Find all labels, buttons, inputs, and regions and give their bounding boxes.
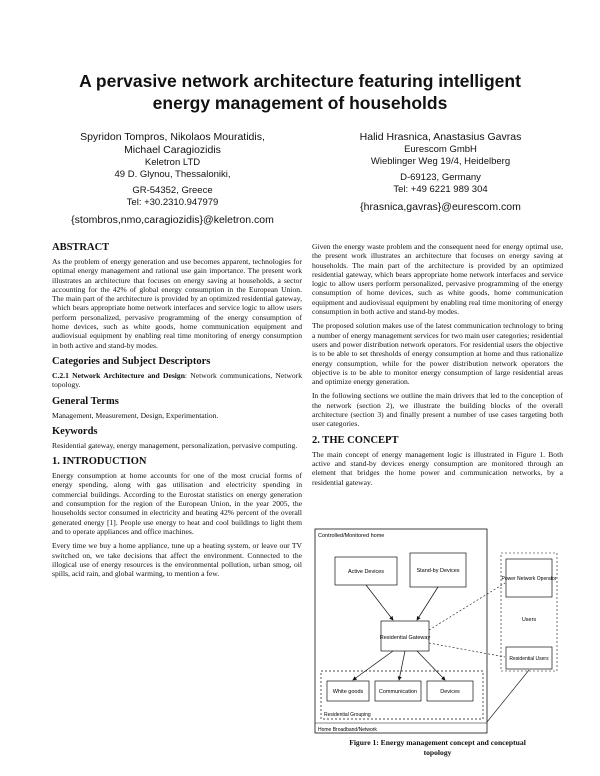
abstract-heading: ABSTRACT: [52, 242, 110, 253]
author-organization: Eurescom GmbH: [404, 144, 477, 155]
concept-heading: 2. THE CONCEPT: [312, 434, 399, 446]
title-line-1: A pervasive network architecture featuring intelligent: [79, 71, 521, 91]
abstract-text: As the problem of energy generation and use becomes apparent, technologies for optimal energy management and rational use gain importance. The present work illustrates an architecture that focuses on energy saving at households, a sector accounting for the 42% of global energy consumption in the European Union. The main part of the architecture is provided by an optimized residential gateway, which bears appropriate home network interfaces and service logic to allow users perform personalized, pervasive programming of the energy consumption of home devices, such as white goods, home communication equipment and audiovisual equipment by enabling real time monitoring of energy consumption in both active and stand-by modes.: [52, 257, 302, 350]
home-network-label: Home Broadband/Network: [318, 727, 377, 733]
right-column: [312, 242, 563, 492]
figure-caption-line-1: Figure 1: Energy management concept and conceptual: [349, 738, 526, 747]
right-paragraph-2: The proposed solution makes use of the latest communication technology to bring a number of energy management services for two main user categories; residential users and power distribution network operators. For residential users the objective is to be able to set thresholds of energy consumption at home and thus rationalize energy consumption, while for the power distribution network operators the objective is to be able to monitor energy consumption of large residential areas and optimize energy generation.: [312, 321, 563, 387]
concept-paragraph-1: The main concept of energy management logic is illustrated in Figure 1. Both active and stand-by devices energy consumption are monitored through an element that bridges the home power and communication networks, by a residential gateway.: [312, 449, 563, 487]
title-line-2: energy management of households: [152, 93, 448, 113]
introduction-heading: 1. INTRODUCTION: [52, 456, 147, 468]
author-address-2: D-69123, Germany: [400, 172, 481, 183]
figure-energy-management-diagram: [313, 527, 563, 737]
figure-caption-line-2: topology: [423, 747, 452, 757]
arrow-gateway-to-communication: [399, 651, 405, 680]
power-network-operator-label: Power Network Operator: [501, 576, 557, 582]
paper-title: [0, 70, 600, 114]
author-telephone: Tel: +49 6221 989 304: [393, 184, 488, 195]
figure-caption: [305, 738, 570, 757]
standby-devices-label: Stand-by Devices: [416, 568, 460, 574]
introduction-paragraph-2: Every time we buy a home appliance, tune up a heating system, or leave our TV switched on, we take decisions that affect the environment. Connected to the illogical use of energy resources is the environmental pollution, urban smog, oil spills, acid rain, and global warming, to mention a few.: [52, 541, 302, 579]
link-gateway-to-operator: [429, 583, 505, 630]
general-terms-text: Management, Measurement, Design, Experimentation.: [52, 410, 219, 420]
author-address-1: Wieblinger Weg 19/4, Heidelberg: [370, 156, 511, 167]
categories-description: : Network communications, Network topology.: [52, 370, 302, 390]
right-paragraph-1: Given the energy waste problem and the consequent need for energy optimal use, the present work illustrates an architecture that focuses on energy saving at households. The main part of the architecture is provided by an optimized residential gateway, which bears appropriate home network interfaces and service logic to allow users perform personalized, pervasive programming of the energy consumption of home devices, such as white goods, home communication equipment and audiovisual equipment by enabling real time monitoring of energy consumption in both active and stand-by modes.: [312, 242, 563, 317]
author-names: Halid Hrasnica, Anastasius Gavras: [359, 131, 522, 143]
author-names-line-1: Spyridon Tompros, Nikolaos Mouratidis,: [80, 131, 265, 143]
link-home-to-residential-users: [487, 670, 529, 722]
arrow-gateway-to-white-goods: [353, 651, 393, 680]
author-email: {stombros,nmo,caragiozidis}@keletron.com: [71, 214, 274, 226]
keywords-text: Residential gateway, energy management, personalization, pervasive computing.: [52, 440, 298, 450]
monitored-home-label: Controlled/Monitored home: [318, 533, 385, 539]
categories-text: [52, 371, 302, 390]
author-email: {hrasnica,gavras}@eurescom.com: [360, 201, 521, 213]
arrow-gateway-to-devices: [417, 651, 445, 680]
introduction-paragraph-1: Energy consumption at home accounts for one of the most crucial forms of energy spending, along with gas utilisation and electricity spending in commercial buildings. According to the Eurostat statistics on energy generation and consumption for the region of the European Union, in the year 2005, the households sector consumed in electricity and heating 42% percent of the overall generated energy [1]. People use energy to heat and cool buildings to light them and to operate appliances and office machines.: [52, 471, 302, 536]
author-names-line-2: Michael Caragiozidis: [124, 144, 221, 156]
users-label: Users: [521, 617, 537, 623]
keywords-heading: Keywords: [52, 425, 98, 437]
author-block-keletron: [40, 131, 305, 226]
white-goods-label: White goods: [332, 689, 364, 695]
arrow-active-to-gateway: [366, 585, 393, 620]
author-block-eurescom: [308, 131, 573, 213]
left-column: [52, 242, 302, 583]
devices-label: Devices: [440, 689, 460, 695]
author-address-2: GR-54352, Greece: [132, 185, 213, 196]
arrow-standby-to-gateway: [417, 587, 438, 620]
residential-grouping-label: Residential Grouping: [324, 712, 371, 718]
right-paragraph-3: In the following sections we outline the main drivers that led to the conception of the network (section 2), we illustrate the building blocks of the overall architecture (section 3) and finally present a number of use cases targeting both user categories.: [312, 391, 563, 429]
author-telephone: Tel: +30.2310.947979: [126, 197, 219, 208]
link-gateway-to-residential-users: [429, 643, 505, 657]
communication-label: Communication: [378, 689, 418, 695]
residential-gateway-label: Residential Gateway: [379, 635, 431, 641]
active-devices-label: Active Devices: [347, 569, 385, 575]
categories-heading: Categories and Subject Descriptors: [52, 355, 211, 367]
author-organization: Keletron LTD: [144, 157, 201, 168]
author-address-1: 49 D. Glynou, Thessaloniki,: [114, 169, 231, 180]
general-terms-heading: General Terms: [52, 395, 119, 407]
residential-users-label: Residential Users: [509, 656, 549, 662]
categories-code: C.2.1 Network Architecture and Design: [52, 370, 185, 380]
